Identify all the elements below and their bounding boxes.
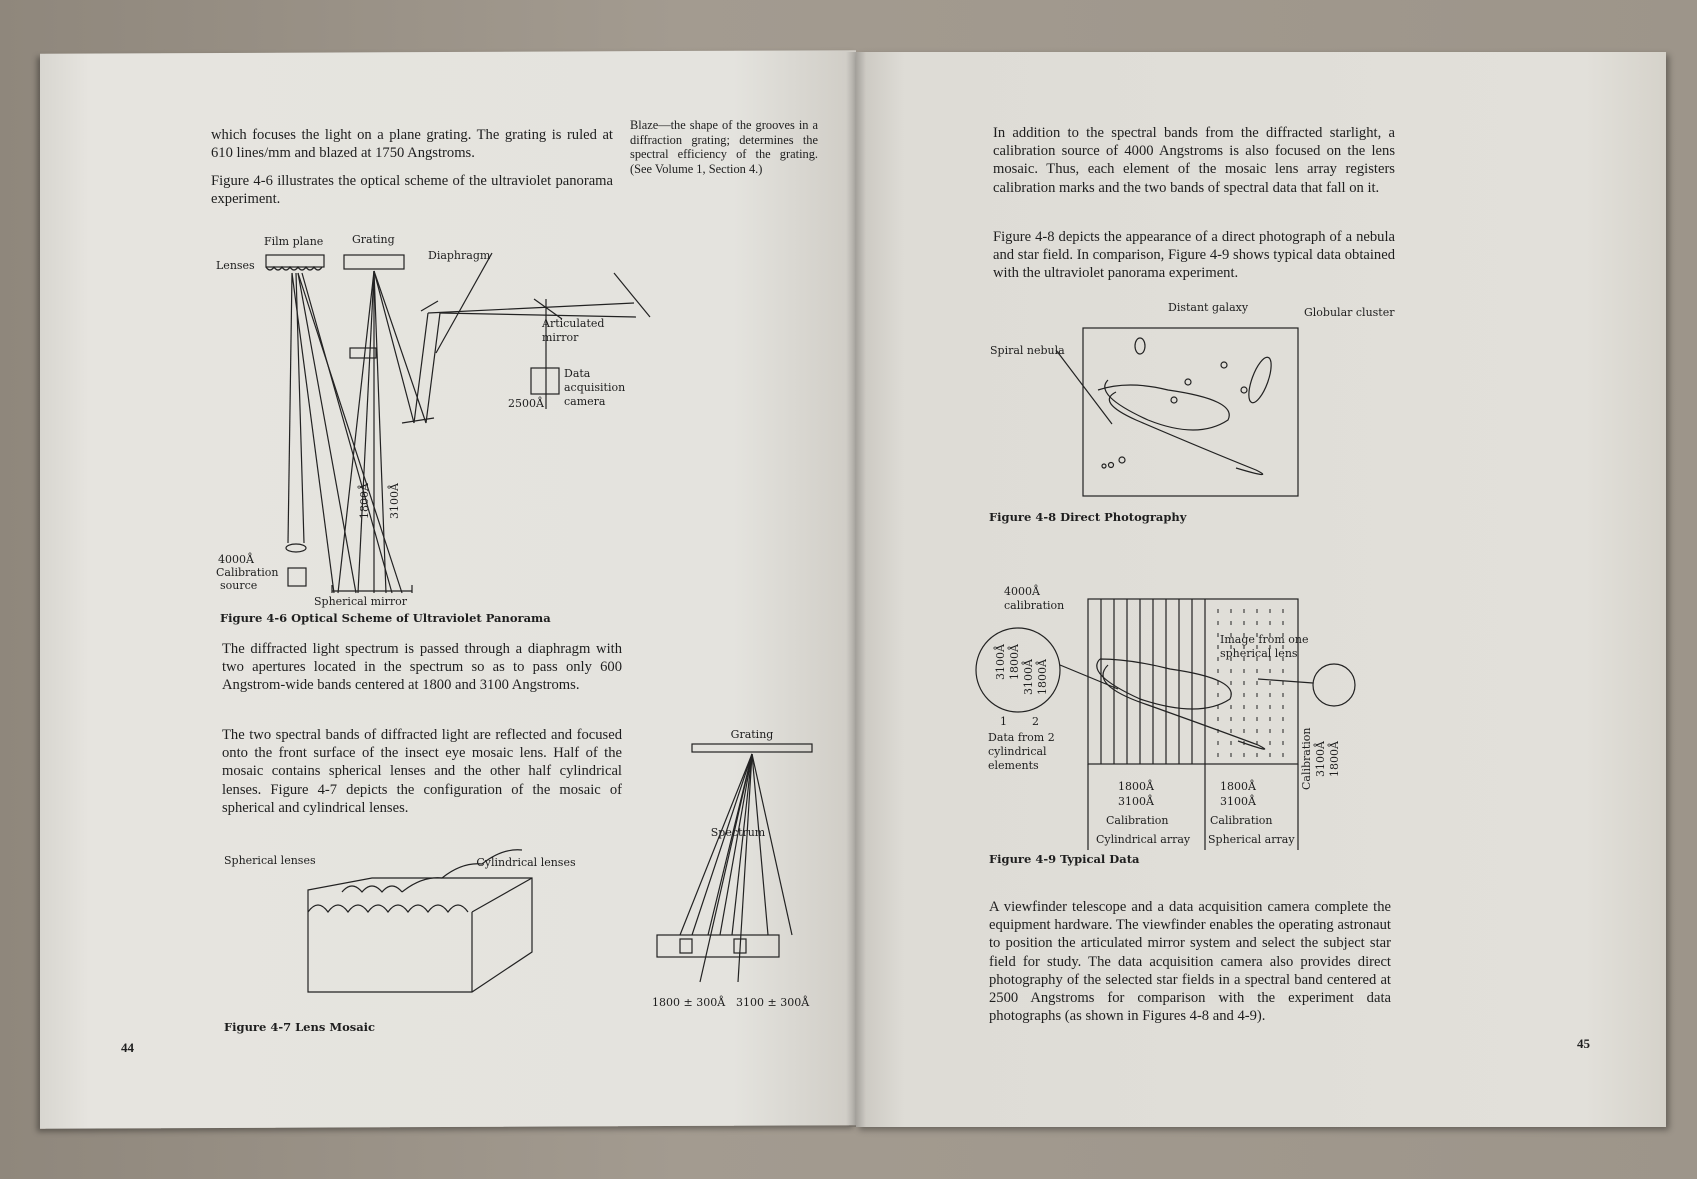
label-spherical-array: Spherical array xyxy=(1208,833,1295,846)
figure-4-7-lens-mosaic xyxy=(222,852,576,1012)
cylindrical-lines xyxy=(1101,599,1205,764)
label-cylindrical-lenses: Cylindrical lenses xyxy=(476,856,576,869)
label-distant-galaxy: Distant galaxy xyxy=(1168,301,1249,314)
zoom-leader-left xyxy=(1060,665,1118,689)
figure-4-8-caption: Figure 4-8 Direct Photography xyxy=(989,510,1187,524)
label-grating: Grating xyxy=(352,233,395,246)
stars xyxy=(1102,362,1247,468)
label-grating-small: Grating xyxy=(730,728,774,741)
spiral-nebula-leader xyxy=(1056,350,1112,424)
label-r-3100: 3100Å xyxy=(1314,741,1327,777)
label-diaphragm: Diaphragm xyxy=(428,249,491,262)
zoom-label-b: 1800Å xyxy=(1008,644,1021,680)
label-spectrum: Spectrum xyxy=(710,826,766,839)
label-n1: 1 xyxy=(1000,715,1007,728)
diaphragm-shape xyxy=(350,348,376,358)
label-camera-2: acquisition xyxy=(564,381,626,394)
zoom-label-d: 1800Å xyxy=(1036,659,1049,695)
label-data-1: Data from 2 xyxy=(988,731,1055,744)
spherical-dashes xyxy=(1218,609,1283,760)
paragraph-viewfinder: A viewfinder telescope and a data acquisition camera complete the equipment hardware. The viewfinder enables the operating astronaut to position the articulated mirror system and select the subject star field for study. The data acquisition camera also provides direct photography of the selected star fields in a spectral band centered at 2500 Angstroms for comparison with the experiment data photographs (as shown in Figures 4-8 and 4-9). xyxy=(989,899,1391,1025)
zoom-leader-right xyxy=(1258,679,1313,683)
label-image-2: spherical lens xyxy=(1220,647,1298,660)
label-spiral-nebula: Spiral nebula xyxy=(990,344,1065,357)
globular-cluster-shape xyxy=(1244,355,1275,406)
label-3100: 3100Å xyxy=(388,483,401,519)
label-band-1: 1800 ± 300Å xyxy=(652,996,726,1009)
label-band-2: 3100 ± 300Å xyxy=(736,996,810,1009)
aperture-1 xyxy=(680,939,692,953)
label-r-calibration: Calibration xyxy=(1300,727,1313,790)
calibration-source-shape xyxy=(288,568,306,586)
label-sph-calibration: Calibration xyxy=(1210,814,1273,827)
label-calib-3: source xyxy=(220,579,258,592)
figure-4-9-typical-data xyxy=(988,585,1408,855)
film-plane-shape xyxy=(266,255,324,267)
book-gutter xyxy=(846,52,866,1127)
label-spherical-mirror: Spherical mirror xyxy=(314,595,408,608)
grating-spectrum-diagram xyxy=(652,730,832,1015)
label-film-plane: Film plane xyxy=(264,235,324,248)
label-spherical-lenses: Spherical lenses xyxy=(224,854,316,867)
articulated-mirror-small xyxy=(534,299,562,319)
label-data-2: cylindrical xyxy=(988,745,1047,758)
zoom-label-c: 3100Å xyxy=(1022,659,1035,695)
articulated-mirror-large xyxy=(614,273,650,317)
label-r-1800: 1800Å xyxy=(1328,741,1341,777)
light-rays xyxy=(288,253,636,593)
label-data-3: elements xyxy=(988,759,1039,772)
photo-frame xyxy=(1083,328,1298,496)
figure-4-9-caption: Figure 4-9 Typical Data xyxy=(989,852,1140,866)
mosaic-block xyxy=(308,878,532,992)
diaphragm-plate xyxy=(657,935,779,957)
paragraph-intro: which focuses the light on a plane grating. The grating is ruled at 610 lines/mm and blazed at 1750 Angstroms. xyxy=(211,127,613,162)
page-number-44: 44 xyxy=(121,1040,134,1055)
zoom-label-a: 3100Å xyxy=(994,644,1007,680)
figure-4-7-caption: Figure 4-7 Lens Mosaic xyxy=(224,1020,376,1034)
calibration-lens xyxy=(286,544,306,552)
bottom-fold-mirror xyxy=(402,418,434,423)
label-calib-2: Calibration xyxy=(216,566,279,579)
paragraph-mosaic: The two spectral bands of diffracted light are reflected and focused onto the front surface of the insect eye mosaic lens. Half of the mosaic contains spherical lenses and the other half cylindrical lenses. Figure 4-7 depicts the configuration of the mosaic of spherical and cylindrical lenses. xyxy=(222,727,622,816)
label-camera-band: 2500Å xyxy=(508,397,544,410)
label-n2: 2 xyxy=(1032,715,1039,728)
label-4000: 4000Å xyxy=(1004,585,1040,598)
fold-mirror xyxy=(421,301,438,311)
nebula-shape xyxy=(1097,659,1265,749)
grating-bar xyxy=(692,744,812,752)
label-sph-1800: 1800Å xyxy=(1220,780,1256,793)
label-calib-1: 4000Å xyxy=(218,553,254,566)
page-number-45: 45 xyxy=(1577,1036,1590,1051)
label-cyl-calibration: Calibration xyxy=(1106,814,1169,827)
grating-shape xyxy=(344,255,404,269)
label-camera-1: Data xyxy=(564,367,591,380)
data-frame xyxy=(1088,599,1298,764)
paragraph-figure-4-6: Figure 4-6 illustrates the optical scheme of the ultraviolet panorama experiment. xyxy=(211,173,613,208)
label-articulated-2: mirror xyxy=(542,331,579,344)
camera-shape xyxy=(531,368,559,394)
label-1800: 1800Å xyxy=(358,483,371,519)
spectrum-rays xyxy=(680,754,792,982)
figure-4-6-caption: Figure 4-6 Optical Scheme of Ultraviolet Panorama xyxy=(220,611,551,625)
paragraph-diaphragm: The diffracted light spectrum is passed through a diaphragm with two apertures located in the spectrum so as to pass only 600 Angstrom-wide bands centered at 1800 and 3100 Angstroms. xyxy=(222,641,622,694)
label-sph-3100: 3100Å xyxy=(1220,795,1256,808)
label-cyl-1800: 1800Å xyxy=(1118,780,1154,793)
lens-bumps xyxy=(308,850,532,992)
label-articulated-1: Articulated xyxy=(542,317,605,330)
spiral-nebula-shape xyxy=(1098,380,1263,475)
paragraph-calibration: In addition to the spectral bands from the diffracted starlight, a calibration source of 4000 Angstroms is also focused on the lens mosaic. Thus, each element of the mosaic lens array registers calibration marks and the two bands of spectral data that fall on it. xyxy=(993,125,1395,196)
paragraph-figure-4-8: Figure 4-8 depicts the appearance of a direct photograph of a nebula and star field. In comparison, Figure 4-9 shows typical data obtained with the ultraviolet panorama experiment. xyxy=(993,229,1395,282)
zoom-circle-spherical xyxy=(1313,664,1355,706)
label-lenses: Lenses xyxy=(216,259,255,272)
label-camera-3: camera xyxy=(564,395,606,408)
label-calibration: calibration xyxy=(1004,599,1065,612)
sidenote-blaze: Blaze—the shape of the grooves in a diffraction grating; determines the spectral efficiency of the grating. (See Volume 1, Section 4.) xyxy=(630,118,818,176)
label-cylindrical-array: Cylindrical array xyxy=(1096,833,1191,846)
distant-galaxy-shape xyxy=(1135,338,1145,354)
label-globular-cluster: Globular cluster xyxy=(1304,306,1395,319)
label-cyl-3100: 3100Å xyxy=(1118,795,1154,808)
figure-4-8-direct-photography xyxy=(988,300,1408,500)
label-image-1: Image from one xyxy=(1220,633,1309,646)
figure-4-6-diagram xyxy=(216,233,836,613)
